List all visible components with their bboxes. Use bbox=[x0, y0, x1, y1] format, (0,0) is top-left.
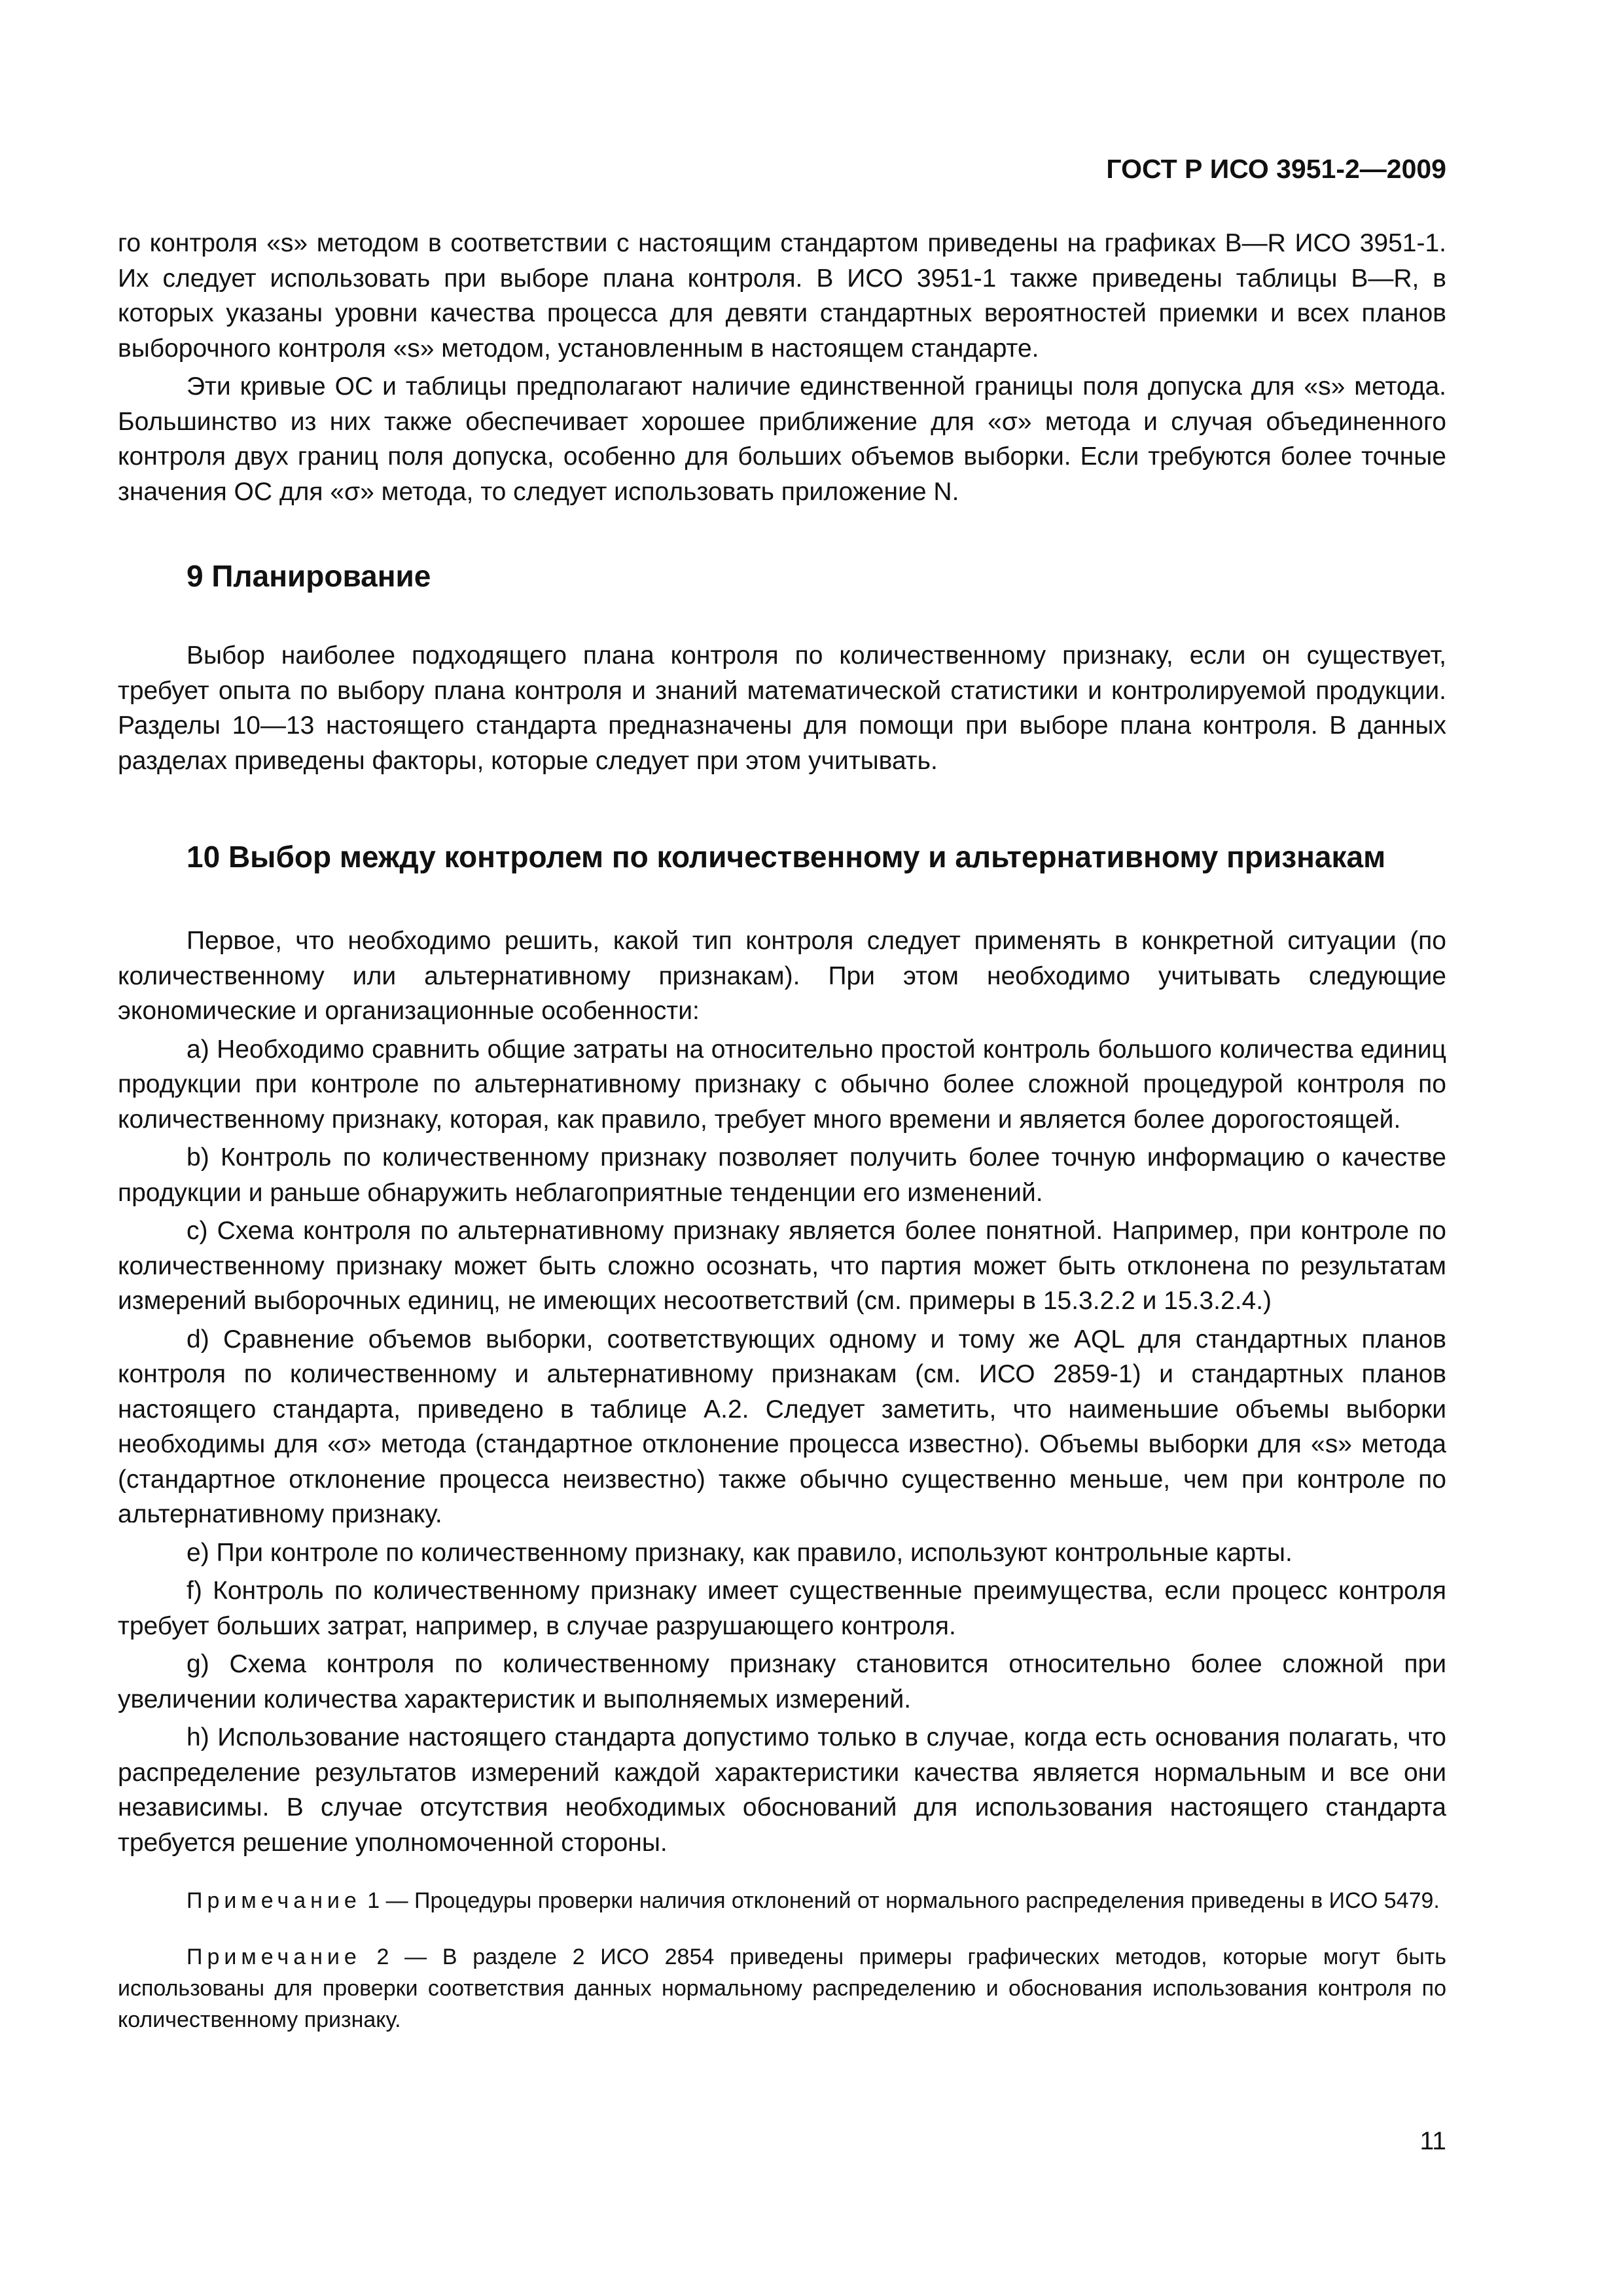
paragraph-continued: го контроля «s» методом в соответствии с настоящим стандартом приведены на графиках B—R ИСО 3951-1. Их следует использовать при выборе плана контроля. В ИСО 3951-1 также приведены таблицы B—R, в которых указаны уровни качества процесса для девяти стандартных вероятностей приемки и всех планов выборочного контроля «s» методом, установленным в настоящем стандарте. bbox=[118, 229, 1446, 363]
note-text: 2 — В разделе 2 ИСО 2854 приведены примеры графических методов, которые могут быть использованы для проверки соответствия данных нормальному распределению и обоснования использования контроля по количественному признаку. bbox=[118, 1945, 1446, 2032]
list-item-c: c) Схема контроля по альтернативному признаку является более понятной. Например, при контроле по количественному признаку может быть сложно осознать, что партия может быть отклонена по результатам измерений выборочных единиц, не имеющих несоответствий (см. примеры в 15.3.2.2 и 15.3.2.4.) bbox=[118, 1217, 1446, 1315]
note-1 bbox=[118, 1885, 1446, 1916]
section-10-intro: Первое, что необходимо решить, какой тип контроля следует применять в конкретной ситуации (по количественному или альтернативному признакам). При этом необходимо учитывать следующие экономические и организационные особенности: bbox=[118, 927, 1446, 1025]
list-item-a: a) Необходимо сравнить общие затраты на относительно простой контроль большого количества единиц продукции при контроле по альтернативному признаку с обычно более сложной процедурой контроля по количественному признаку, которая, как правило, требует много времени и является более дорогостоящей. bbox=[118, 1035, 1446, 1134]
list-item-f: f) Контроль по количественному признаку имеет существенные преимущества, если процесс контроля требует больших затрат, например, в случае разрушающего контроля. bbox=[118, 1577, 1446, 1640]
standard-header: ГОСТ Р ИСО 3951-2—2009 bbox=[1106, 154, 1446, 184]
note-label: Примечание bbox=[187, 1945, 361, 1969]
paragraph-oc-curves: Эти кривые ОС и таблицы предполагают наличие единственной границы поля допуска для «s» метода. Большинство из них также обеспечивает хорошее приближение для «σ» метода и случая объединенного контроля двух границ поля допуска, особенно для больших объемов выборки. Если требуются более точные значения ОС для «σ» метода, то следует использовать приложение N. bbox=[118, 372, 1446, 506]
list-item-b: b) Контроль по количественному признаку позволяет получить более точную информацию о качестве продукции и раньше обнаружить неблагоприятные тенденции его изменений. bbox=[118, 1143, 1446, 1207]
list-item-e: e) При контроле по количественному признаку, как правило, используют контрольные карты. bbox=[187, 1538, 1293, 1567]
note-label: Примечание bbox=[187, 1888, 361, 1913]
page-number: 11 bbox=[1419, 2127, 1446, 2155]
note-text: 1 — Процедуры проверки наличия отклонений от нормального распределения приведены в ИСО 5479. bbox=[361, 1888, 1440, 1913]
note-2 bbox=[118, 1941, 1446, 2036]
list-item-d: d) Сравнение объемов выборки, соответствующих одному и тому же AQL для стандартных планов контроля по количественному и альтернативному признакам (см. ИСО 2859-1) и стандартных планов настоящего стандарта, приведено в таблице А.2. Следует заметить, что наименьшие объемы выборки необходимы для «σ» метода (стандартное отклонение процесса известно). Объемы выборки для «s» метода (стандартное отклонение процесса неизвестно) также обычно существенно меньше, чем при контроле по альтернативному признаку. bbox=[118, 1325, 1446, 1528]
page-content bbox=[118, 226, 1446, 2043]
section-9-paragraph: Выбор наиболее подходящего плана контроля по количественному признаку, если он существует, требует опыта по выбору плана контроля и знаний математической статистики и контролируемой продукции. Разделы 10—13 настоящего стандарта предназначены для помощи при выборе плана контроля. В данных разделах приведены факторы, которые следует при этом учитывать. bbox=[118, 641, 1446, 775]
list-item-h: h) Использование настоящего стандарта допустимо только в случае, когда есть основания полагать, что распределение результатов измерений каждой характеристики качества является нормальным и все они независимы. В случае отсутствия необходимых обоснований для использования настоящего стандарта требуется решение уполномоченной стороны. bbox=[118, 1723, 1446, 1857]
list-item-g: g) Схема контроля по количественному признаку становится относительно более сложной при увеличении количества характеристик и выполняемых измерений. bbox=[118, 1650, 1446, 1713]
section-9-heading: 9 Планирование bbox=[187, 559, 431, 593]
section-10-heading: 10 Выбор между контролем по количественному и альтернативному признакам bbox=[187, 840, 1386, 874]
